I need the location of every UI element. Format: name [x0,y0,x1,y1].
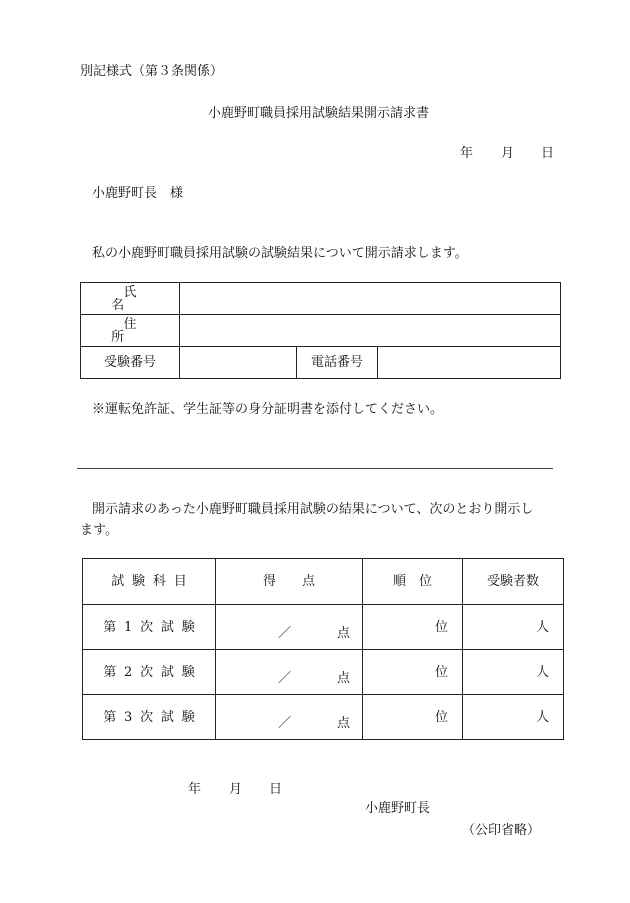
header-rank: 順 位 [363,559,463,605]
footer-date-month: 月 [229,782,243,797]
address-field[interactable] [180,315,561,347]
document-title: 小鹿野町職員採用試験結果開示請求書 [208,106,430,121]
rank-cell[interactable]: 位 [363,650,463,695]
examinees-cell[interactable]: 人 [463,695,564,740]
date-year: 年 [460,146,474,161]
date-day: 日 [541,146,555,161]
results-table [82,558,564,740]
disclosure-line-2: ます。 [80,523,118,538]
name-label-cell [81,283,180,315]
phone-field[interactable] [378,347,561,379]
disclosure-line-1: 開示請求のあった小鹿野町職員採用試験の結果について、次のとおり開示し [92,502,534,517]
score-slash: ／ [278,716,292,731]
subject-cell: 第1次試験 [83,605,216,650]
score-unit: 点 [336,716,350,731]
rank-cell[interactable]: 位 [363,605,463,650]
address-label-cell [81,315,180,347]
issuer: 小鹿野町長 [365,801,431,816]
date-month: 月 [501,146,515,161]
name-label: 氏名 [111,284,162,313]
addressee: 小鹿野町長 様 [92,186,184,201]
seal-note: （公印省略） [462,823,541,838]
table-row [81,315,561,347]
examinees-cell[interactable]: 人 [463,650,564,695]
score-slash: ／ [278,626,292,641]
applicant-table [80,282,561,379]
score-unit: 点 [336,671,350,686]
table-row [83,605,564,650]
request-text: 私の小鹿野町職員採用試験の試験結果について開示請求します。 [92,246,468,261]
rank-cell[interactable]: 位 [363,695,463,740]
phone-label: 電話番号 [297,347,378,379]
address-label: 住所 [111,316,162,345]
footer-date-year: 年 [188,782,202,797]
exam-number-field[interactable] [180,347,297,379]
score-slash: ／ [278,671,292,686]
exam-number-label: 受験番号 [81,347,180,379]
table-row [83,650,564,695]
table-row [81,347,561,379]
header-examinees: 受験者数 [463,559,564,605]
divider-line [77,468,553,469]
header-subject: 試験科目 [83,559,216,605]
score-unit: 点 [336,626,350,641]
subject-cell: 第2次試験 [83,650,216,695]
examinees-cell[interactable]: 人 [463,605,564,650]
table-header-row [83,559,564,605]
form-label: 別記様式（第３条関係） [80,64,224,79]
table-row [81,283,561,315]
header-score: 得 点 [216,559,363,605]
name-field[interactable] [180,283,561,315]
footer-date-day: 日 [269,782,283,797]
score-cell[interactable] [216,650,363,695]
subject-cell: 第3次試験 [83,695,216,740]
id-note: ※運転免許証、学生証等の身分証明書を添付してください。 [92,402,444,417]
score-cell[interactable] [216,605,363,650]
score-cell[interactable] [216,695,363,740]
table-row [83,695,564,740]
